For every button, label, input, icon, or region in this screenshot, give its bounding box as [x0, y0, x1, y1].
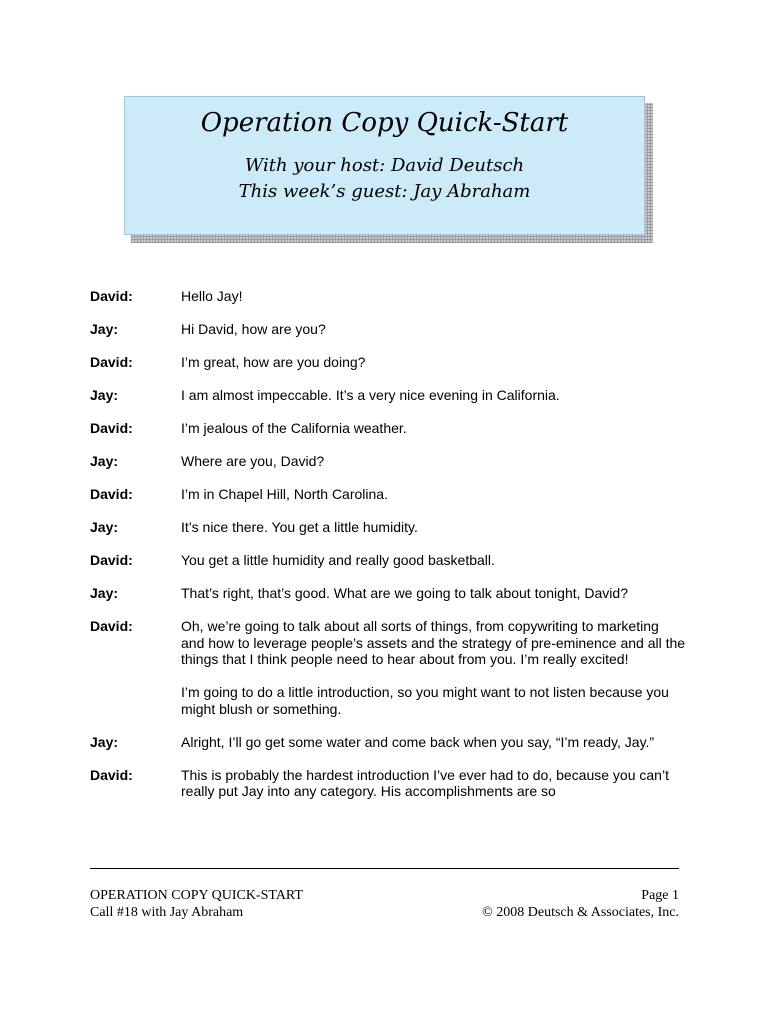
dialogue-text: I’m going to do a little introduction, so you might want to not listen because you might blush or something. — [181, 684, 669, 717]
speaker-label: David: — [90, 766, 133, 783]
speaker-label: Jay: — [90, 519, 119, 535]
dialogue-transcript — [90, 288, 686, 800]
copyright: © 2008 Deutsch & Associates, Inc. — [482, 905, 679, 920]
page-footer — [90, 887, 679, 921]
dialogue-row — [90, 354, 686, 371]
dialogue-text: Hi David, how are you? — [181, 321, 326, 337]
speaker-label: David: — [90, 420, 133, 436]
dialogue-row — [90, 519, 686, 536]
dialogue-row — [90, 618, 686, 668]
speaker-label: Jay: — [90, 733, 119, 750]
footer-call-info: Call #18 with Jay Abraham — [90, 905, 244, 920]
document-title: Operation Copy Quick-Start — [200, 108, 569, 138]
dialogue-row — [90, 288, 686, 305]
footer-left — [90, 887, 303, 921]
dialogue-row-continuation — [90, 684, 686, 717]
guest-line: This week’s guest: Jay Abraham — [238, 181, 531, 202]
speaker-label: Jay: — [90, 585, 119, 601]
dialogue-text: Alright, I’ll go get some water and come back when you say, “I’m ready, Jay.” — [181, 733, 655, 750]
title-box — [124, 96, 645, 235]
speaker-label: Jay: — [90, 321, 119, 337]
dialogue-text: You get a little humidity and really good basketball. — [181, 552, 495, 568]
footer-series-title: OPERATION COPY QUICK-START — [90, 888, 303, 903]
speaker-label — [90, 684, 181, 717]
speaker-label: David: — [90, 552, 133, 568]
dialogue-row — [90, 453, 686, 470]
speaker-label: David: — [90, 486, 133, 502]
dialogue-text: I am almost impeccable. It’s a very nice evening in California. — [181, 387, 560, 403]
speaker-label: Jay: — [90, 387, 119, 403]
dialogue-text: I’m great, how are you doing? — [181, 354, 366, 370]
page-number: Page 1 — [641, 888, 679, 903]
dialogue-row — [90, 486, 686, 503]
dialogue-text: Hello Jay! — [181, 288, 243, 304]
dialogue-row — [90, 585, 686, 602]
dialogue-row — [90, 552, 686, 569]
footer-right — [482, 887, 679, 921]
dialogue-text: I’m in Chapel Hill, North Carolina. — [181, 486, 388, 502]
speaker-label: David: — [90, 354, 133, 370]
dialogue-text: Oh, we’re going to talk about all sorts of things, from copywriting to marketing and how to leverage people’s assets and the strategy of pre-eminence and all the things that I think people need to hear about from you. I’m really excited! — [181, 618, 686, 667]
dialogue-text: I’m jealous of the California weather. — [181, 420, 407, 436]
dialogue-row — [90, 734, 686, 751]
dialogue-text: Where are you, David? — [181, 453, 325, 469]
dialogue-row — [90, 321, 686, 338]
dialogue-text: It’s nice there. You get a little humidity. — [181, 519, 418, 535]
dialogue-row — [90, 767, 686, 800]
speaker-label: Jay: — [90, 453, 119, 469]
footer-divider — [90, 868, 679, 869]
speaker-label: David: — [90, 618, 133, 634]
dialogue-text: That’s right, that’s good. What are we going to talk about tonight, David? — [181, 585, 628, 601]
speaker-label: David: — [90, 288, 133, 304]
host-line: With your host: David Deutsch — [244, 155, 525, 176]
dialogue-row — [90, 420, 686, 437]
dialogue-text: This is probably the hardest introduction I’ve ever had to do, because you can’t really put Jay into any category. His accomplishments are so — [181, 766, 669, 799]
dialogue-row — [90, 387, 686, 404]
